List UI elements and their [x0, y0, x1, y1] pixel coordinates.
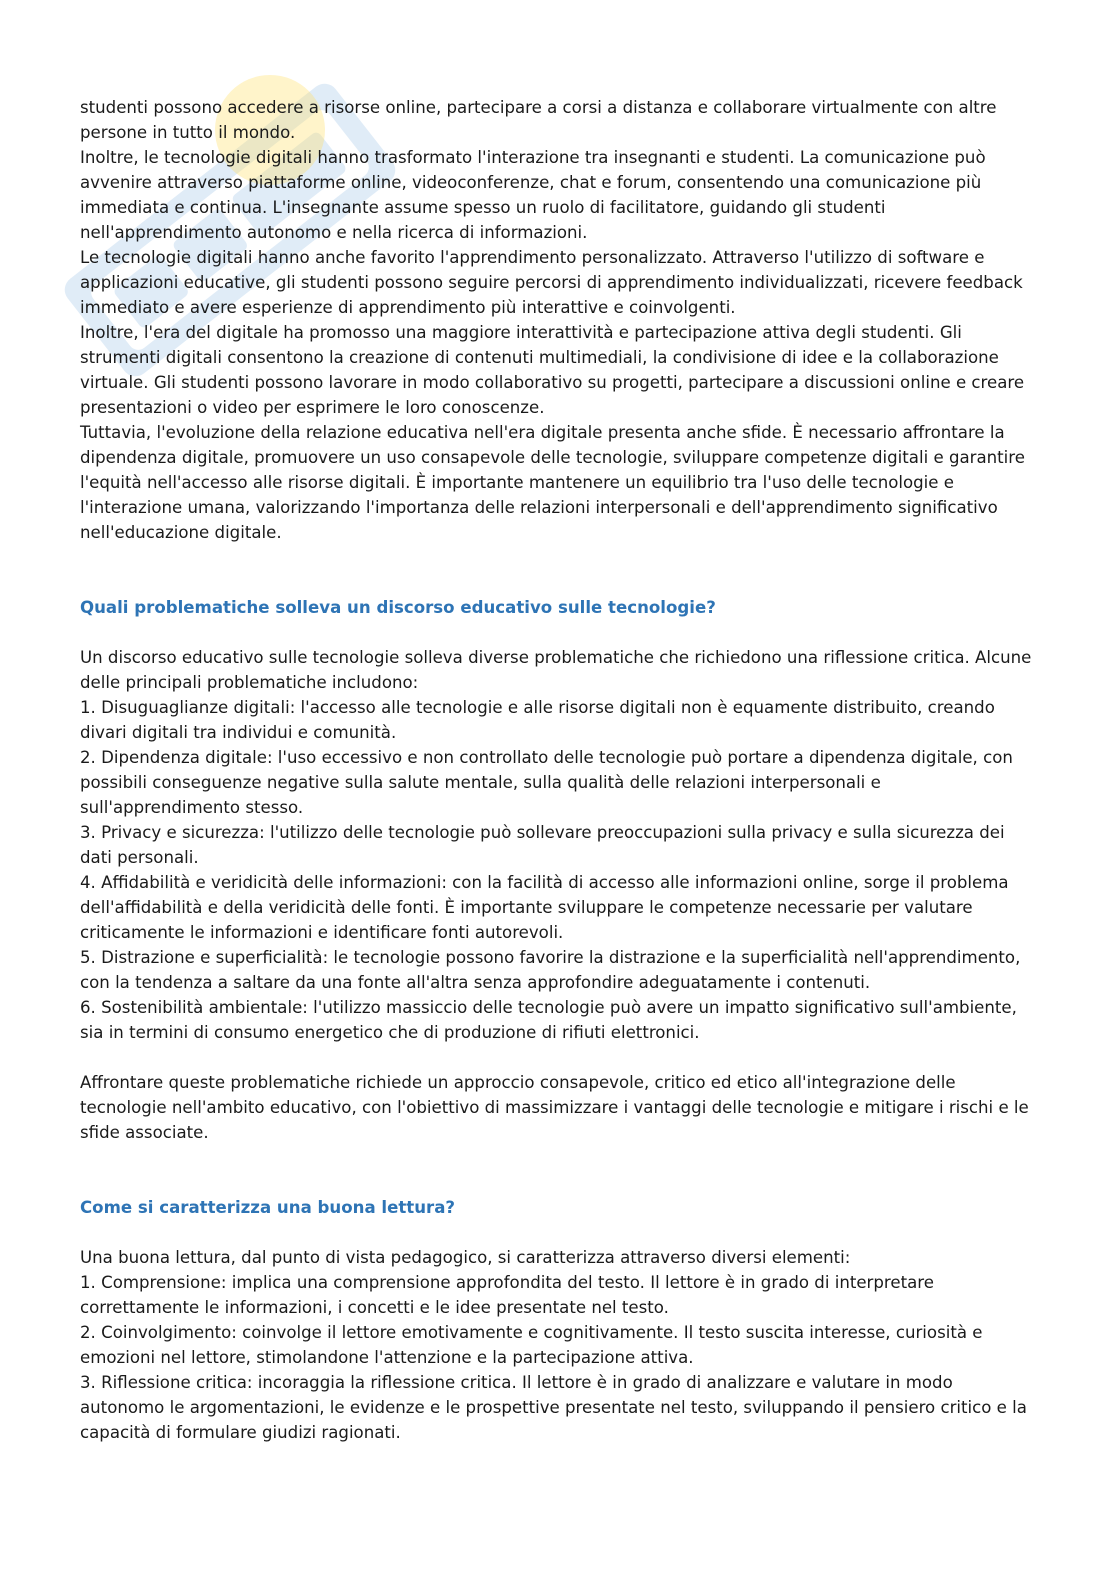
list-item: 2. Dipendenza digitale: l'uso eccessivo e non controllato delle tecnologie può portare a dipendenza digitale, con possibili conseguenze negative sulla salute mentale, sulla qualità delle relazioni interpersonali e sull'apprendimento stesso.	[80, 748, 1013, 817]
paragraph: Tuttavia, l'evoluzione della relazione educativa nell'era digitale presenta anche sfide. È necessario affrontare la dipendenza digitale, promuovere un uso consapevole delle tecnologie, sviluppare competenze digitali e garantire l'equità nell'accesso alle risorse digitali. È importante mantenere un equilibrio tra l'uso delle tecnologie e l'interazione umana, valorizzando l'importanza delle relazioni interpersonali e dell'apprendimento significativo nell'educazione digitale.	[80, 423, 1025, 542]
paragraph: Inoltre, l'era del digitale ha promosso una maggiore interattività e partecipazione attiva degli studenti. Gli strumenti digitali consentono la creazione di contenuti multimediali, la condivisione di idee e la collaborazione virtuale. Gli studenti possono lavorare in modo collaborativo su progetti, partecipare a discussioni online e creare presentazioni o video per esprimere le loro conoscenze.	[80, 323, 1025, 417]
document-body	[80, 95, 1040, 1445]
list-item: 1. Disuguaglianze digitali: l'accesso alle tecnologie e alle risorse digitali non è equamente distribuito, creando divari digitali tra individui e comunità.	[80, 698, 995, 742]
paragraph: Affrontare queste problematiche richiede un approccio consapevole, critico ed etico all'integrazione delle tecnologie nell'ambito educativo, con l'obiettivo di massimizzare i vantaggi delle tecnologie e mitigare i rischi e le sfide associate.	[80, 1073, 1029, 1142]
section-heading-buona-lettura: Come si caratterizza una buona lettura?	[80, 1198, 456, 1217]
list-item: 6. Sostenibilità ambientale: l'utilizzo massiccio delle tecnologie può avere un impatto significativo sull'ambiente, sia in termini di consumo energetico che di produzione di rifiuti elettronici.	[80, 998, 1017, 1042]
paragraph: Inoltre, le tecnologie digitali hanno trasformato l'interazione tra insegnanti e studenti. La comunicazione può avvenire attraverso piattaforme online, videoconferenze, chat e forum, consentendo una comunicazione più immediata e continua. L'insegnante assume spesso un ruolo di facilitatore, guidando gli studenti nell'apprendimento autonomo e nella ricerca di informazioni.	[80, 148, 986, 242]
paragraph: studenti possono accedere a risorse online, partecipare a corsi a distanza e collaborare virtualmente con altre persone in tutto il mondo.	[80, 98, 997, 142]
list-item: 1. Comprensione: implica una comprensione approfondita del testo. Il lettore è in grado di interpretare correttamente le informazioni, i concetti e le idee presentate nel testo.	[80, 1273, 934, 1317]
paragraph: Un discorso educativo sulle tecnologie solleva diverse problematiche che richiedono una riflessione critica. Alcune delle principali problematiche includono:	[80, 648, 1032, 692]
list-item: 2. Coinvolgimento: coinvolge il lettore emotivamente e cognitivamente. Il testo suscita interesse, curiosità e emozioni nel lettore, stimolandone l'attenzione e la partecipazione attiva.	[80, 1323, 983, 1367]
list-item: 5. Distrazione e superficialità: le tecnologie possono favorire la distrazione e la superficialità nell'apprendimento, con la tendenza a saltare da una fonte all'altra senza approfondire adeguatamente i contenuti.	[80, 948, 1021, 992]
list-item: 3. Privacy e sicurezza: l'utilizzo delle tecnologie può sollevare preoccupazioni sulla privacy e sulla sicurezza dei dati personali.	[80, 823, 1005, 867]
section-heading-problematiche: Quali problematiche solleva un discorso educativo sulle tecnologie?	[80, 598, 716, 617]
paragraph: Le tecnologie digitali hanno anche favorito l'apprendimento personalizzato. Attraverso l'utilizzo di software e applicazioni educative, gli studenti possono seguire percorsi di apprendimento individualizzati, ricevere feedback immediato e avere esperienze di apprendimento più interattive e coinvolgenti.	[80, 248, 1023, 317]
paragraph: Una buona lettura, dal punto di vista pedagogico, si caratterizza attraverso diversi elementi:	[80, 1248, 851, 1267]
list-item: 4. Affidabilità e veridicità delle informazioni: con la facilità di accesso alle informazioni online, sorge il problema dell'affidabilità e della veridicità delle fonti. È importante sviluppare le competenze necessarie per valutare criticamente le informazioni e identificare fonti autorevoli.	[80, 873, 1009, 942]
list-item: 3. Riflessione critica: incoraggia la riflessione critica. Il lettore è in grado di analizzare e valutare in modo autonomo le argomentazioni, le evidenze e le prospettive presentate nel testo, sviluppando il pensiero critico e la capacità di formulare giudizi ragionati.	[80, 1373, 1027, 1442]
